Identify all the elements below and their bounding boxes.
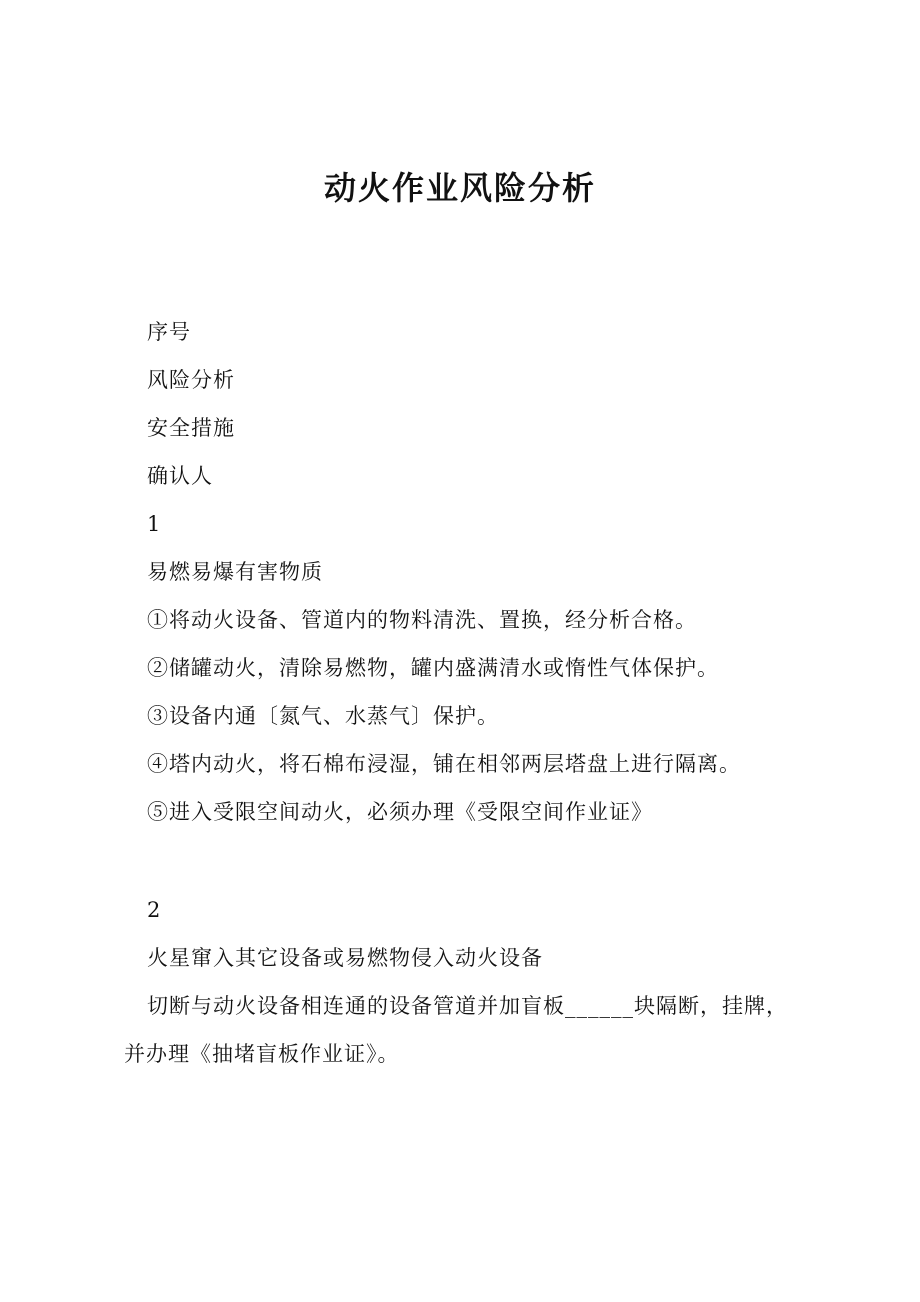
header-field-confirmer: 确认人 [147,464,213,488]
item-2-number: 2 [147,898,162,922]
item-1-measure-4: ④塔内动火，将石棉布浸湿，铺在相邻两层塔盘上进行隔离。 [147,752,741,776]
item-1-measure-1: ①将动火设备、管道内的物料清洗、置换，经分析合格。 [147,608,697,632]
item-1-measure-5: ⑤进入受限空间动火，必须办理《受限空间作业证》 [147,800,653,824]
item-1-measure-2: ②储罐动火，清除易燃物，罐内盛满清水或惰性气体保护。 [147,656,719,680]
item-1-number: 1 [147,512,162,536]
header-field-risk-analysis: 风险分析 [147,368,235,392]
document-title: 动火作业风险分析 [323,169,596,207]
item-2-risk: 火星窜入其它设备或易燃物侵入动火设备 [147,946,543,970]
item-2-measure-line-2: 并办理《抽堵盲板作业证》。 [124,1042,400,1066]
item-2-measure-line-1: 切断与动火设备相连通的设备管道并加盲板______块隔断，挂牌， [147,994,788,1018]
item-1-measure-3: ③设备内通〔氮气、水蒸气〕保护。 [147,704,499,728]
header-field-safety-measures: 安全措施 [147,416,235,440]
header-field-serial: 序号 [147,320,191,344]
item-1-risk: 易燃易爆有害物质 [147,560,323,584]
